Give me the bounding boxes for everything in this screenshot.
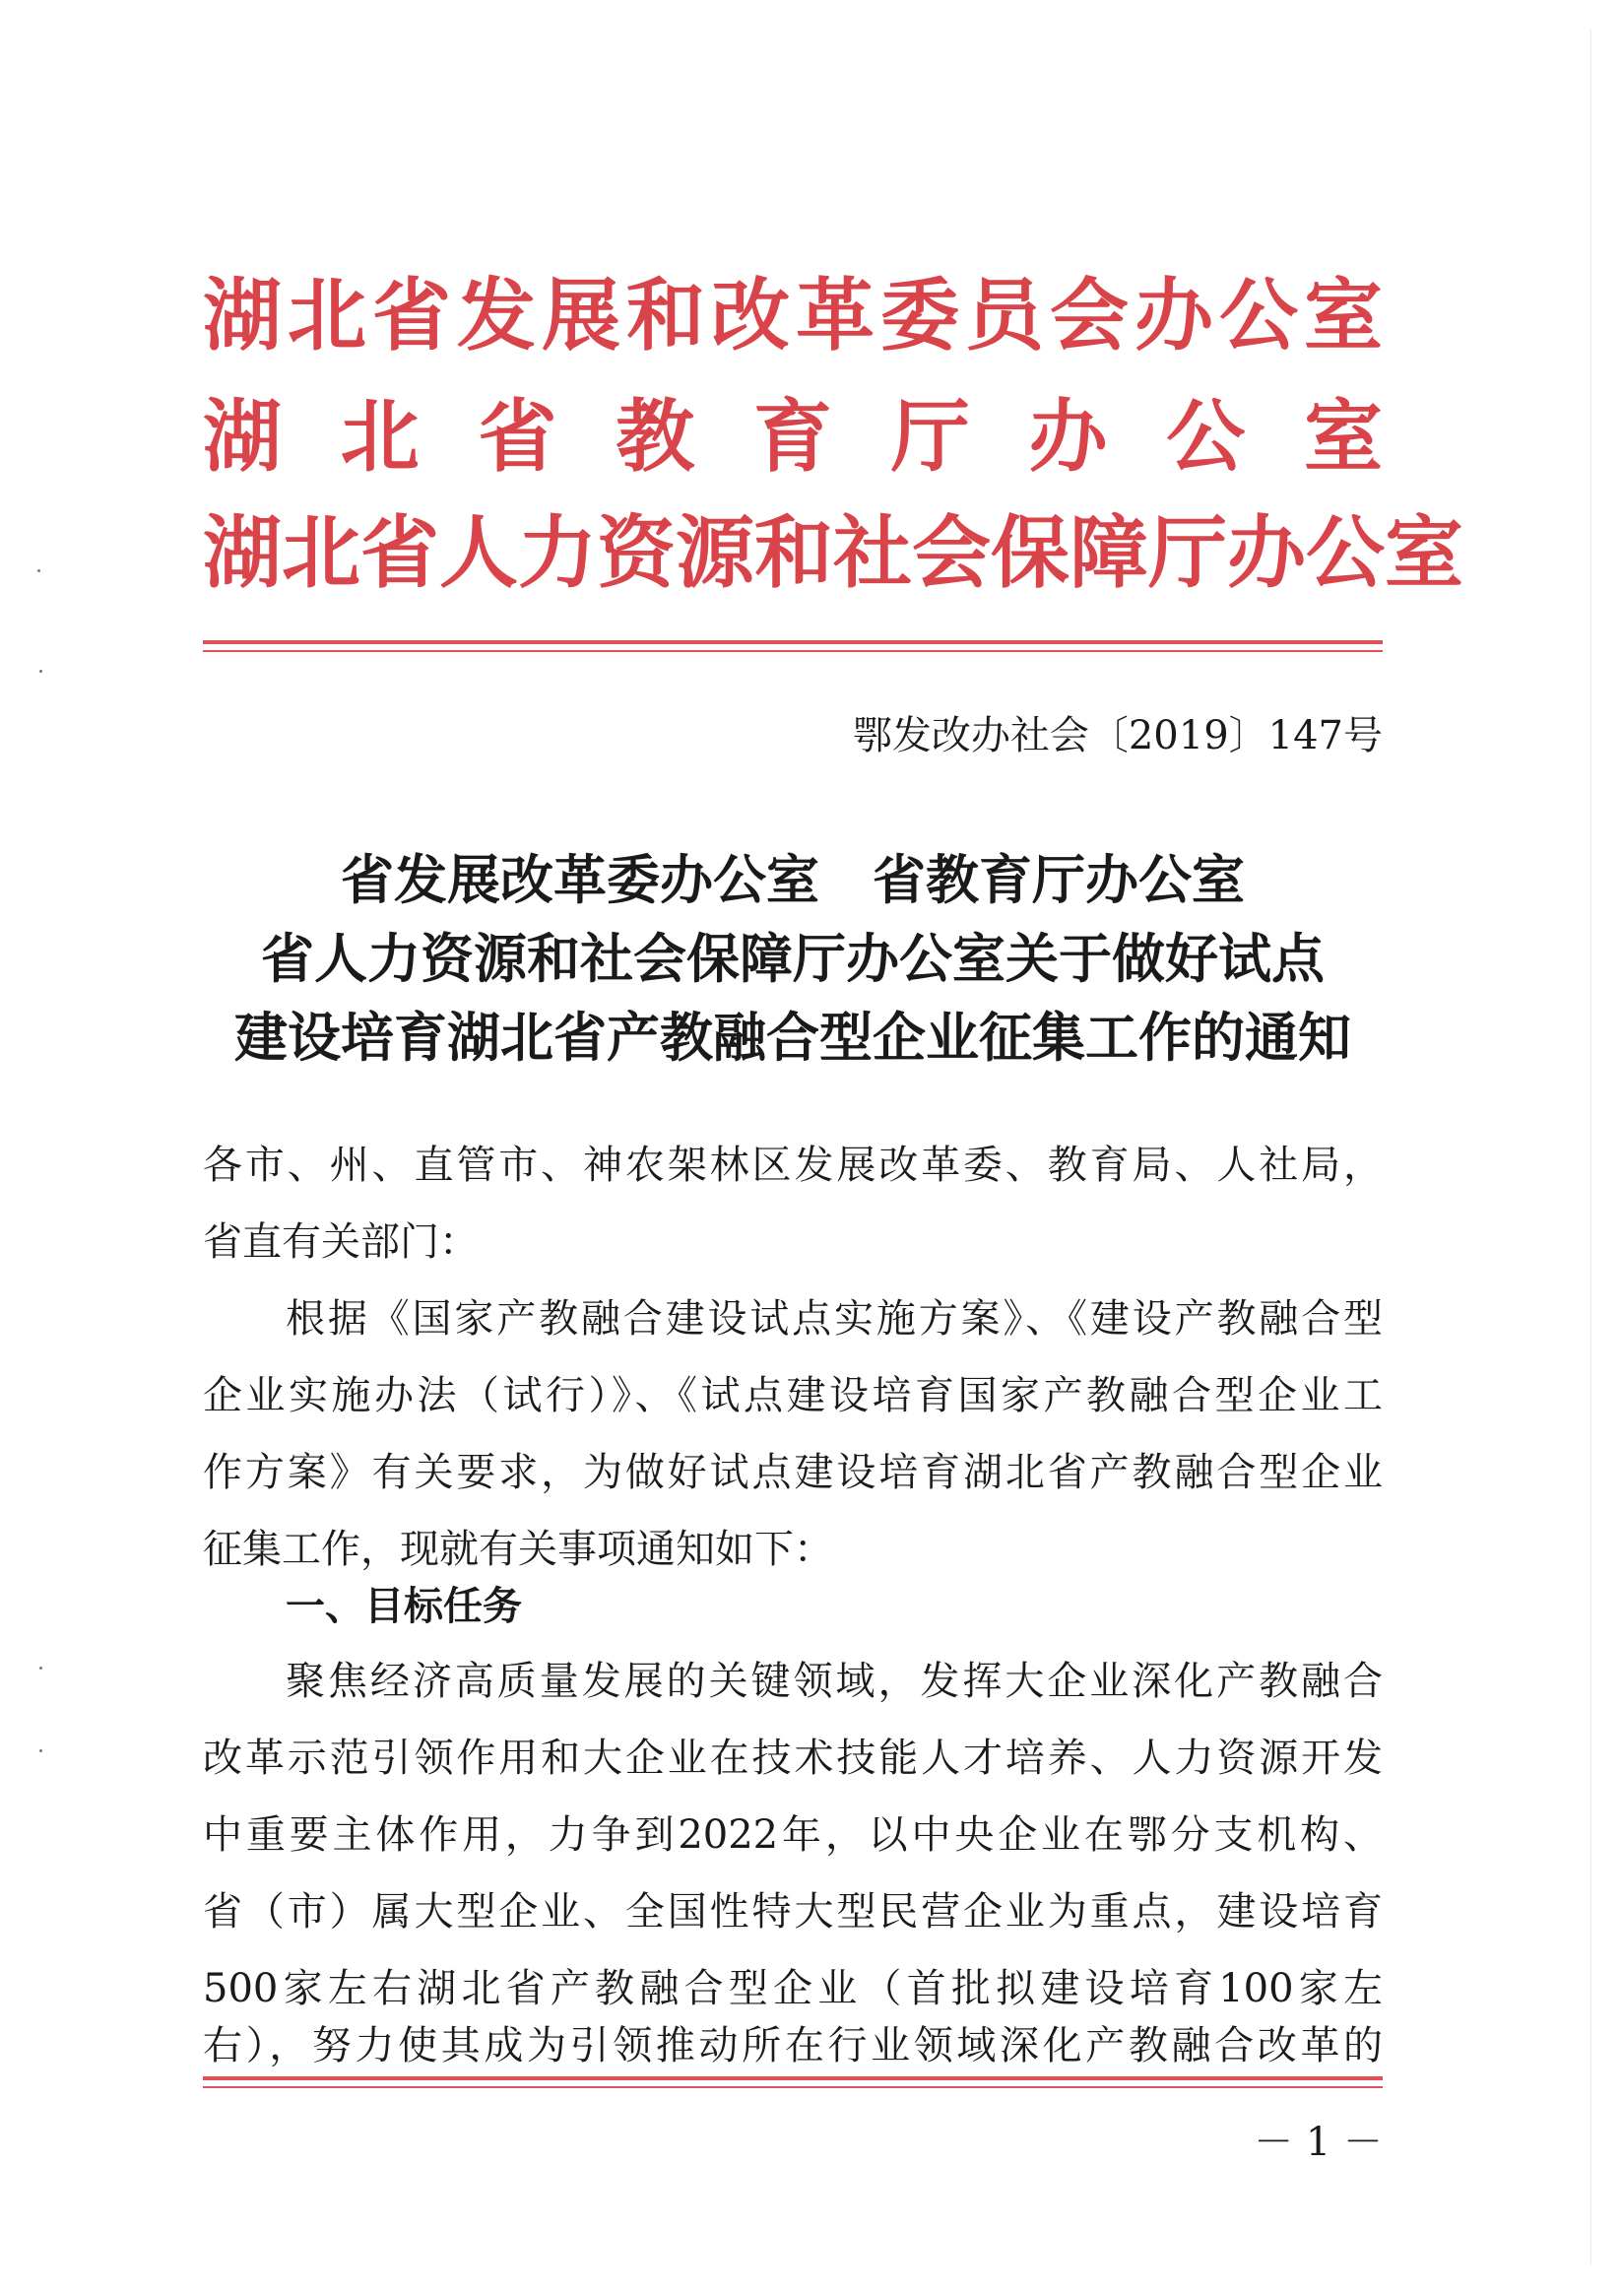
paragraph-2-line: 中重要主体作用，力争到2022年，以中央企业在鄂分支机构、 [203, 1812, 1383, 1858]
section-1-heading: 一、目标任务 [286, 1584, 522, 1629]
footer-red-rule-thick [203, 2076, 1383, 2080]
issuer-header-line-3: 湖北省人力资源和社会保障厅办公室 [203, 506, 1463, 599]
addressee-line-2: 省直有关部门： [203, 1219, 479, 1265]
issuer-header-line-1: 湖北省发展和改革委员会办公室 [203, 269, 1383, 361]
paragraph-1-line: 企业实施办法（试行）》、《试点建设培育国家产教融合型企业工 [203, 1373, 1383, 1418]
document-title-line-2: 省人力资源和社会保障厅办公室关于做好试点 [261, 927, 1325, 990]
paragraph-2-line: 省（市）属大型企业、全国性特大型民营企业为重点，建设培育 [203, 1889, 1383, 1935]
footer-red-rule-thin [203, 2086, 1383, 2088]
header-red-rule-thick [203, 640, 1383, 644]
scan-speck [39, 1749, 42, 1752]
paragraph-2-line: 聚焦经济高质量发展的关键领域，发挥大企业深化产教融合 [286, 1659, 1383, 1704]
scan-edge-line [1590, 30, 1591, 2265]
document-title-line-3: 建设培育湖北省产教融合型企业征集工作的通知 [234, 1006, 1351, 1069]
scan-speck [39, 1667, 42, 1670]
paragraph-1-line: 作方案》有关要求，为做好试点建设培育湖北省产教融合型企业 [203, 1450, 1383, 1495]
addressee-line-1: 各市、州、直管市、神农架林区发展改革委、教育局、人社局， [203, 1143, 1383, 1188]
document-title-line-1: 省发展改革委办公室 省教育厅办公室 [341, 848, 1245, 911]
paragraph-1-line: 征集工作，现就有关事项通知如下： [203, 1527, 833, 1572]
paragraph-2-line: 500家左右湖北省产教融合型企业（首批拟建设培育100家左 [203, 1966, 1383, 2011]
page-number: － 1 － [1254, 2120, 1383, 2165]
paragraph-1-line: 根据《国家产教融合建设试点实施方案》、《建设产教融合型 [286, 1296, 1383, 1342]
paragraph-2-line: 右），努力使其成为引领推动所在行业领域深化产教融合改革的 [203, 2023, 1383, 2068]
scan-speck [37, 569, 40, 572]
scan-speck [39, 670, 42, 673]
document-number: 鄂发改办社会〔2019〕147号 [852, 713, 1383, 758]
issuer-header-line-2: 湖北省教育厅办公室 [203, 390, 1383, 483]
header-red-rule-thin [203, 650, 1383, 652]
paragraph-2-line: 改革示范引领作用和大企业在技术技能人才培养、人力资源开发 [203, 1736, 1383, 1781]
